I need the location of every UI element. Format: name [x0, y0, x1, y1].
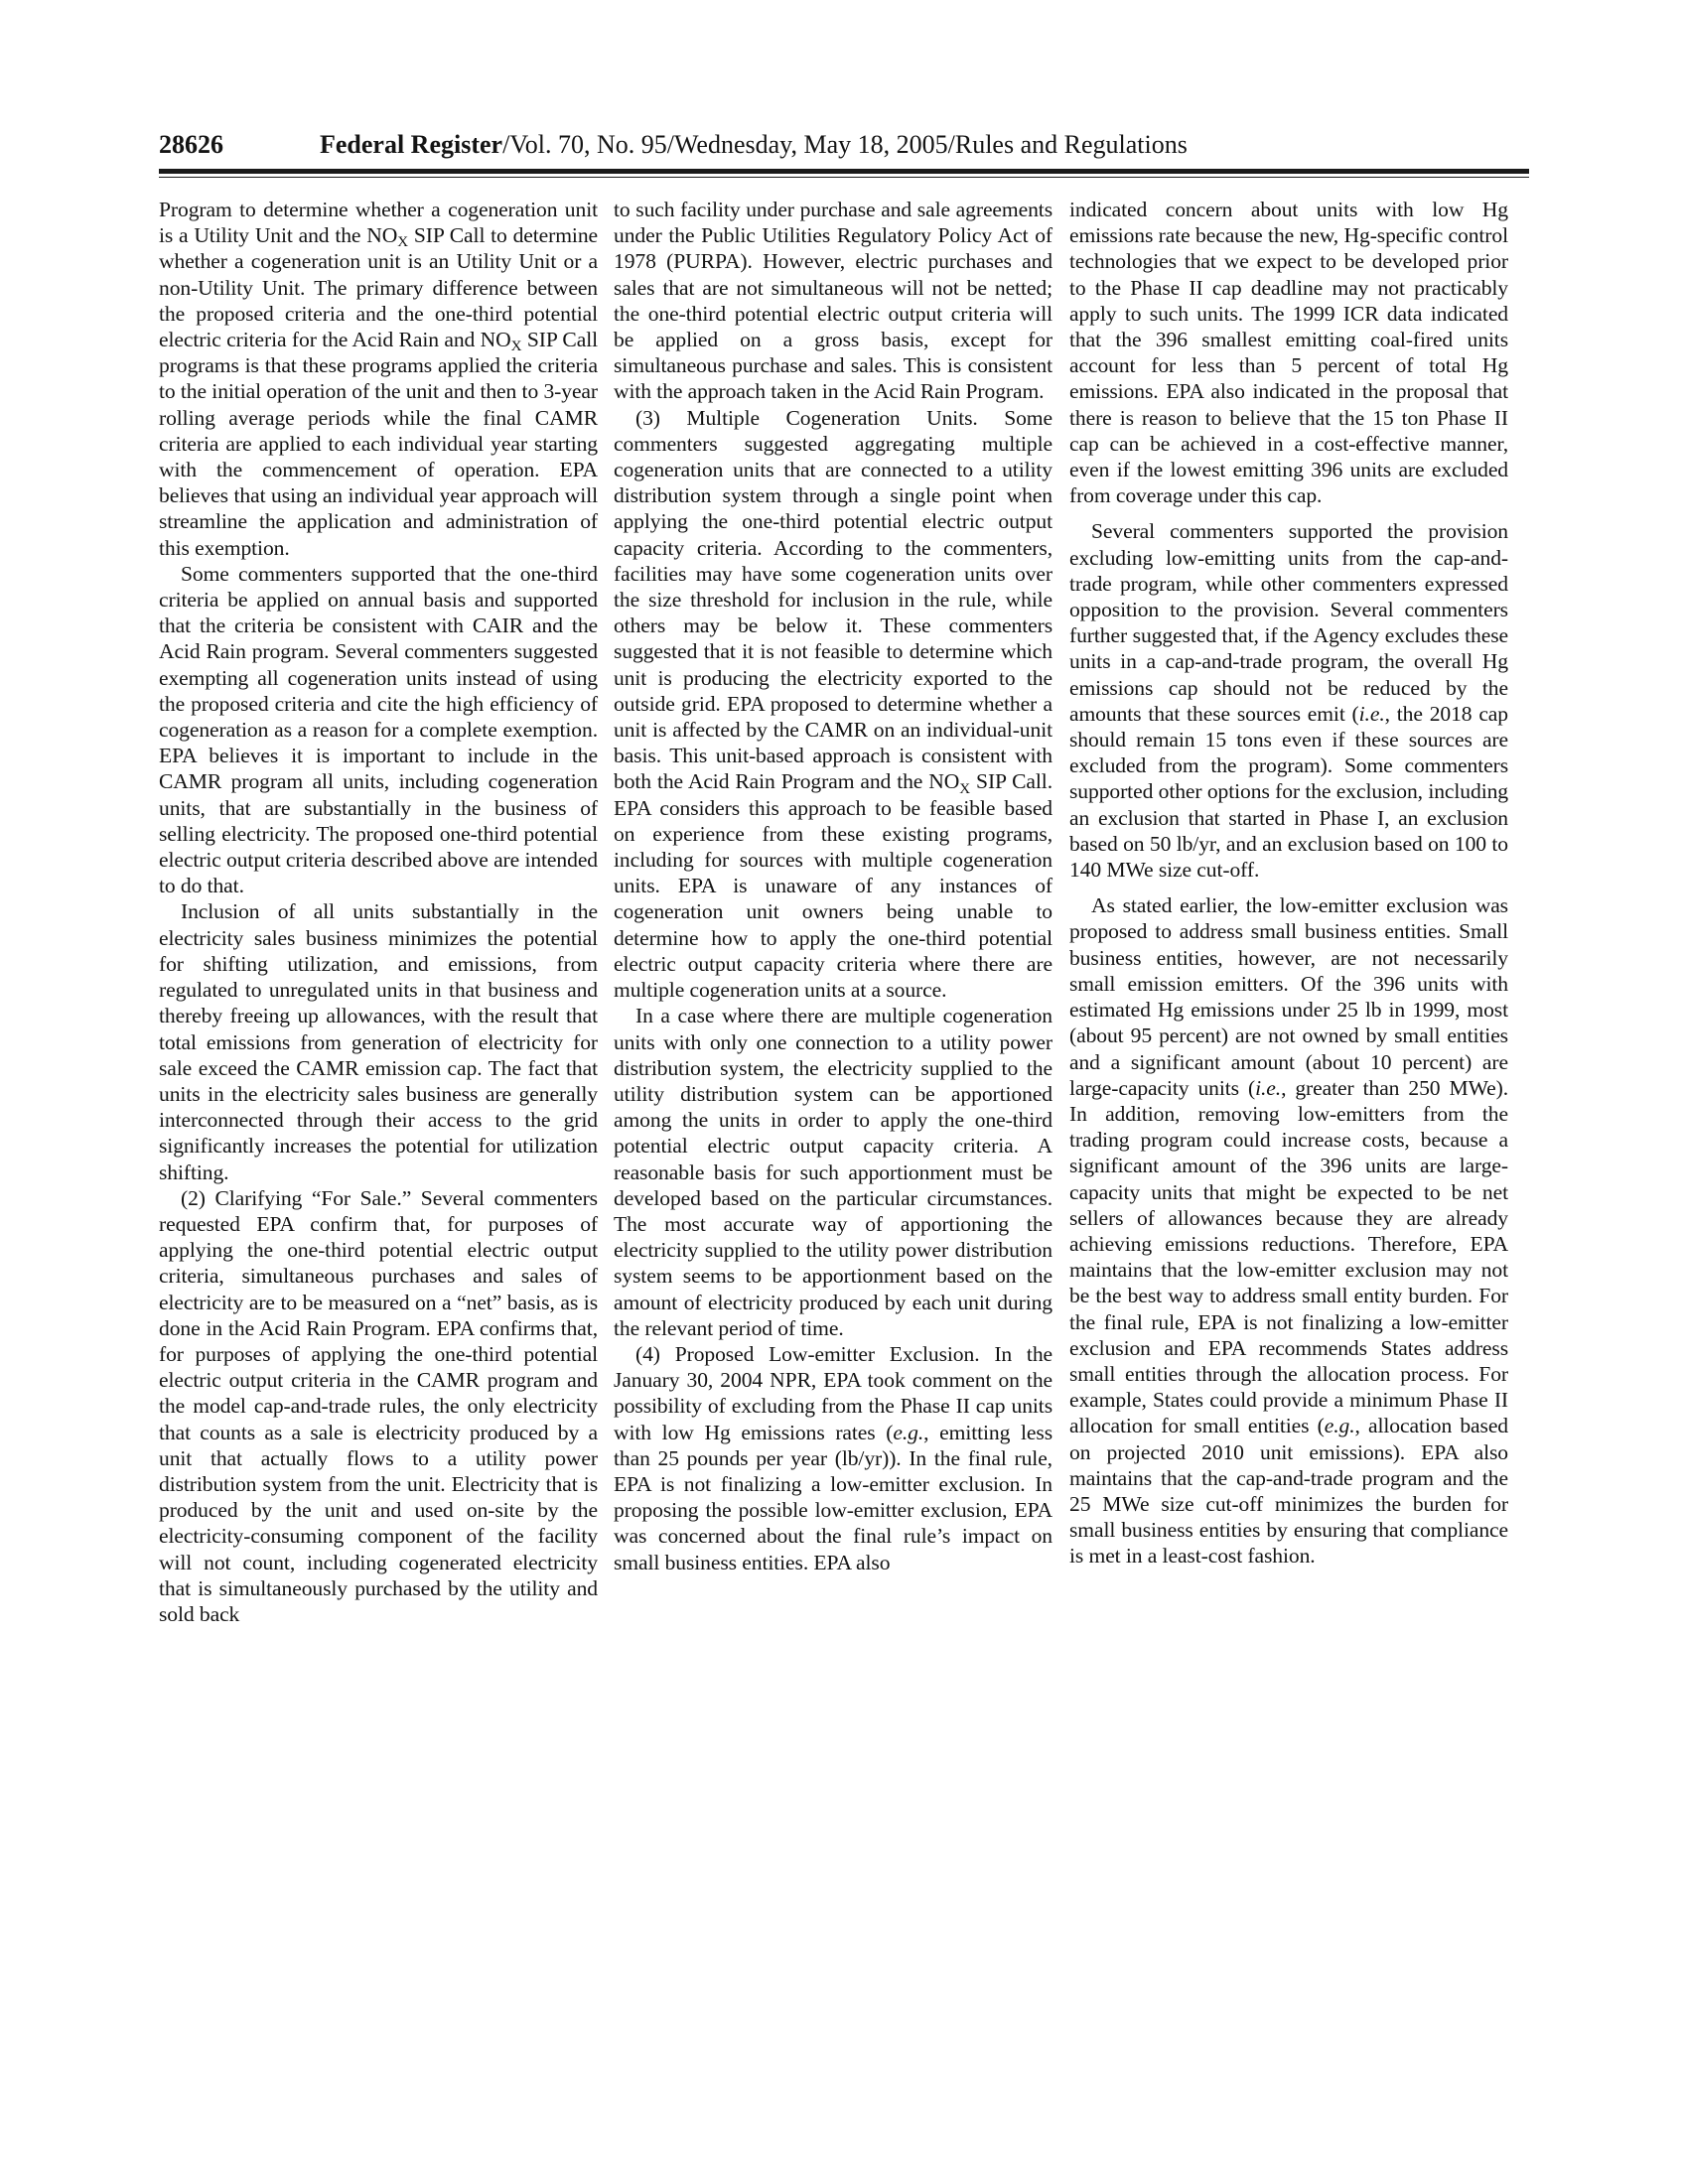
- text-column-3: [1069, 197, 1508, 1570]
- paragraph: indicated concern about units with low Hg emissions rate because the new, Hg-specific control technologies that we expect to be developed prior to the Phase II cap deadline may not practicably apply to such units. The 1999 ICR data indicated that the 396 smallest emitting coal-fired units account for less than 5 percent of total Hg emissions. EPA also indicated in the proposal that there is reason to believe that the 15 ton Phase II cap can be achieved in a cost-effective manner, even if the lowest emitting 396 units are excluded from coverage under this cap.: [1069, 198, 1508, 508]
- page-header: [159, 127, 1529, 163]
- publication-title: Federal Register: [320, 130, 503, 159]
- header-citation-line: [320, 127, 1188, 163]
- paragraph: (4) Proposed Low-emitter Exclusion. In the January 30, 2004 NPR, EPA took comment on the possibility of excluding from the Phase II cap units with low Hg emissions rates (e.g., emitting less than 25 pounds per year (lb/yr)). In the final rule, EPA is not finalizing a low-emitter exclusion. In proposing the possible low-emitter exclusion, EPA was concerned about the final rule’s impact on small business entities. EPA also: [614, 1341, 1053, 1574]
- paragraph: (3) Multiple Cogeneration Units. Some commenters suggested aggregating multiple cogeneration units that are connected to a utility distribution system through a single point when applying the one-third potential electric output capacity criteria. According to the commenters, facilities may have some cogeneration units over the size threshold for inclusion in the rule, while others may be below it. These commenters suggested that it is not feasible to determine which unit is producing the electricity exported to the outside grid. EPA proposed to determine whether a unit is affected by the CAMR on an individual-unit basis. This unit-based approach is consistent with both the Acid Rain Program and the $NO_X$ SIP Call. EPA considers this approach to be feasible based on experience from these existing programs, including for sources with multiple cogeneration units. EPA is unaware of any instances of cogeneration unit owners being unable to determine how to apply the one-third potential electric output capacity criteria where there are multiple cogeneration units at a source.: [614, 405, 1052, 1003]
- header-rule-thin: [159, 177, 1529, 178]
- issue-citation: /Vol. 70, No. 95/Wednesday, May 18, 2005/Rules and Regulations: [502, 130, 1188, 159]
- paragraph: (2) Clarifying “For Sale.” Several commenters requested EPA confirm that, for purposes of applying the one-third potential electric output criteria, simultaneous purchases and sales of electricity are to be measured on a “net” basis, as is done in the Acid Rain Program. EPA confirms that, for purposes of applying the one-third potential electric output criteria in the CAMR program and the model cap-and-trade rules, the only electricity that counts as a sale is electricity produced by a unit that actually flows to a utility power distribution system from the unit. Electricity that is produced by the unit and used on-site by the electricity-consuming component of the facility will not count, including cogenerated electricity that is simultaneously purchased by the utility and sold back: [159, 1185, 598, 1626]
- paragraph: In a case where there are multiple cogeneration units with only one connection to a utility power distribution system, the electricity supplied to the utility distribution system can be apportioned among the units in order to apply the one-third potential electric output capacity criteria. A reasonable basis for such apportionment must be developed based on the particular circumstances. The most accurate way of apportioning the electricity supplied to the utility power distribution system seems to be apportionment based on the amount of electricity produced by each unit during the relevant period of time.: [614, 1004, 1052, 1340]
- header-rule-thick: [159, 169, 1529, 174]
- paragraph: to such facility under purchase and sale agreements under the Public Utilities Regulatory Policy Act of 1978 (PURPA). However, electric purchases and sales that are not simultaneous will not be netted; the one-third potential electric output criteria will be applied on a gross basis, except for simultaneous purchase and sales. This is consistent with the approach taken in the Acid Rain Program.: [614, 198, 1052, 404]
- text-column-2: [614, 197, 1052, 1575]
- paragraph: As stated earlier, the low-emitter exclusion was proposed to address small business entities. Small business entities, however, are not necessarily small emission emitters. Of the 396 units with estimated Hg emissions under 25 lb in 1999, most (about 95 percent) are not owned by small entities and a significant amount (about 10 percent) are large-capacity units (i.e., greater than 250 MWe). In addition, removing low-emitters from the trading program could increase costs, because a significant amount of the 396 units are large-capacity units that might be expected to be net sellers of allowances because they are already achieving emissions reductions. Therefore, EPA maintains that the low-emitter exclusion may not be the best way to address small entity burden. For the final rule, EPA is not finalizing a low-emitter exclusion and EPA recommends States address small entities through the allocation process. For example, States could provide a minimum Phase II allocation for small entities (e.g., allocation based on projected 2010 unit emissions). EPA also maintains that the cap-and-trade program and the 25 MWe size cut-off minimizes the burden for small business entities by ensuring that compliance is met in a least-cost fashion.: [1069, 893, 1509, 1569]
- paragraph: Inclusion of all units substantially in the electricity sales business minimizes the potential for shifting utilization, and emissions, from regulated to unregulated units in that business and thereby freeing up allowances, with the result that total emissions from generation of electricity for sale exceed the CAMR emission cap. The fact that units in the electricity sales business are generally interconnected through their access to the grid significantly increases the potential for utilization shifting.: [159, 899, 598, 1184]
- paragraph: Program to determine whether a cogeneration unit is a Utility Unit and the $NO_X$ SIP Call to determine whether a cogeneration unit is an Utility Unit or a non-Utility Unit. The primary difference between the proposed criteria and the one-third potential electric criteria for the Acid Rain and $NO_X$ SIP Call programs is that these programs applied the criteria to the initial operation of the unit and then to 3-year rolling average periods while the final CAMR criteria are applied to each individual year starting with the commencement of operation. EPA believes that using an individual year approach will streamline the application and administration of this exemption.: [159, 198, 598, 560]
- paragraph: Several commenters supported the provision excluding low-emitting units from the cap-and-trade program, while other commenters expressed opposition to the provision. Several commenters further suggested that, if the Agency excludes these units in a cap-and-trade program, the overall Hg emissions cap should not be reduced by the amounts that these sources emit (i.e., the 2018 cap should remain 15 tons even if these sources are excluded from the program). Some commenters supported other options for the exclusion, including an exclusion that started in Phase I, an exclusion based on 50 lb/yr, and an exclusion based on 100 to 140 MWe size cut-off.: [1069, 519, 1508, 883]
- text-column-1: [159, 197, 598, 1627]
- paragraph: Some commenters supported that the one-third criteria be applied on annual basis and supported that the criteria be consistent with CAIR and the Acid Rain program. Several commenters suggested exempting all cogeneration units instead of using the proposed criteria and cite the high efficiency of cogeneration as a reason for a complete exemption. EPA believes it is important to include in the CAMR program all units, including cogeneration units, that are substantially in the business of selling electricity. The proposed one-third potential electric output criteria described above are intended to do that.: [159, 561, 598, 898]
- page-number: 28626: [159, 130, 223, 159]
